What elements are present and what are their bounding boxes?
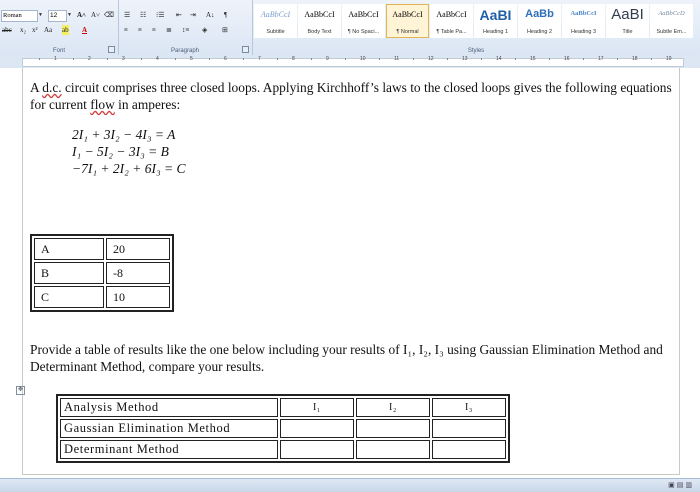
table-cell[interactable]: C xyxy=(34,286,104,308)
ruler-number: 11 xyxy=(394,56,400,62)
ruler-tick xyxy=(209,58,210,60)
ribbon xyxy=(0,0,700,56)
ruler-number: 10 xyxy=(360,56,366,62)
table-row xyxy=(34,262,170,284)
text-run: in amperes: xyxy=(114,97,181,112)
text-run: circuit comprises three closed loops. Applying Kirchhoff’s laws to the closed loops gives the following equations for current xyxy=(30,80,672,112)
ruler-tick xyxy=(141,58,142,60)
ruler-number: 2 xyxy=(88,56,91,62)
style-sample: AaBbCcI xyxy=(348,10,379,19)
ruler-number: 12 xyxy=(428,56,434,62)
left-margin-line xyxy=(22,68,23,474)
equation-2: I₁ − 5I₂ − 3I₃ = B xyxy=(72,144,169,159)
ruler-tick xyxy=(243,58,244,60)
table-cell[interactable]: 10 xyxy=(106,286,170,308)
sort-icon[interactable]: A↓ xyxy=(206,11,215,19)
spellcheck-word: flow xyxy=(90,97,115,112)
style-name: Heading 1 xyxy=(482,29,509,35)
ruler-number: 17 xyxy=(598,56,604,62)
style-heading-1[interactable] xyxy=(474,4,517,38)
ruler-number: 7 xyxy=(258,56,261,62)
style-sample: AaBbCcI xyxy=(304,10,335,19)
ruler-tick xyxy=(311,58,312,60)
font-name-dropdown-icon[interactable]: ▼ xyxy=(38,12,43,18)
grow-font-icon[interactable]: A˄ xyxy=(77,11,87,19)
text-run: A xyxy=(30,80,43,95)
ruler-number: 15 xyxy=(530,56,536,62)
ruler-tick xyxy=(379,58,380,60)
align-right-icon[interactable]: ≡ xyxy=(152,26,156,34)
ruler-number: 8 xyxy=(292,56,295,62)
table-row xyxy=(34,286,170,308)
document-body[interactable] xyxy=(30,79,675,456)
ruler-tick xyxy=(481,58,482,60)
style-normal[interactable] xyxy=(386,4,429,38)
font-size-dropdown-icon[interactable]: ▼ xyxy=(67,12,72,18)
shrink-font-icon[interactable]: A˅ xyxy=(91,11,101,19)
table-cell[interactable]: -8 xyxy=(106,262,170,284)
font-dialog-launcher-icon[interactable] xyxy=(108,46,115,53)
paragraph-group-label: Paragraph xyxy=(170,48,200,54)
style-name: Heading 2 xyxy=(526,29,553,35)
style-name: ¶ Normal xyxy=(396,29,419,35)
style-name: ¶ Table Pa... xyxy=(436,29,467,35)
style-body-text[interactable] xyxy=(298,4,341,38)
style-sample: AaBbCcI xyxy=(436,10,467,19)
style-sample: AaBI xyxy=(479,7,512,23)
ruler-tick xyxy=(651,58,652,60)
style-subtle-emphasis[interactable] xyxy=(650,4,693,38)
table-row xyxy=(34,238,170,260)
style-no-spacing[interactable] xyxy=(342,4,385,38)
ruler-number: 14 xyxy=(496,56,502,62)
table-cell[interactable] xyxy=(356,440,430,459)
table-header-cell[interactable]: Analysis Method xyxy=(60,398,278,417)
ruler-number: 1 xyxy=(54,56,57,62)
ruler-tick xyxy=(549,58,550,60)
show-marks-icon[interactable]: ¶ xyxy=(224,11,228,19)
table-header-cell[interactable]: I₁ xyxy=(280,398,354,417)
style-name: Subtitle xyxy=(266,29,285,35)
spellcheck-word: d.c. xyxy=(42,80,62,95)
ruler-number: 19 xyxy=(666,56,672,62)
table-row xyxy=(60,419,506,438)
style-heading-2[interactable] xyxy=(518,4,561,38)
multilevel-list-icon[interactable]: ⁝☰ xyxy=(156,11,165,19)
ruler-tick xyxy=(617,58,618,60)
borders-icon[interactable]: ⊞ xyxy=(222,26,228,34)
ruler-tick xyxy=(583,58,584,60)
paragraph-group xyxy=(118,0,253,55)
table-cell[interactable] xyxy=(356,419,430,438)
styles-group-label: Styles xyxy=(467,48,485,54)
table-cell[interactable]: 20 xyxy=(106,238,170,260)
ruler-tick xyxy=(175,58,176,60)
style-name: Subtle Em... xyxy=(656,29,687,35)
subscript-icon[interactable]: x₂ xyxy=(20,26,26,34)
style-sample: AaBbCcD xyxy=(658,10,685,17)
style-sample: AaBI xyxy=(611,6,644,23)
table-header-cell[interactable]: I₂ xyxy=(356,398,430,417)
ruler-number: 13 xyxy=(462,56,468,62)
style-name: Body Text xyxy=(307,29,332,35)
ruler-number: 3 xyxy=(122,56,125,62)
style-sample: AaBbCcI xyxy=(570,10,597,17)
style-sample: AaBbCcI xyxy=(260,10,291,19)
bottom-margin-line xyxy=(22,474,680,475)
table-header-row xyxy=(60,398,506,417)
superscript-icon[interactable]: x² xyxy=(32,26,38,34)
ruler-number: 9 xyxy=(326,56,329,62)
ruler-number: 6 xyxy=(224,56,227,62)
style-name: ¶ No Spaci... xyxy=(347,29,380,35)
style-heading-3[interactable] xyxy=(562,4,605,38)
ruler-tick xyxy=(447,58,448,60)
style-sample: AaBb xyxy=(525,8,554,20)
numbering-icon[interactable]: ☷ xyxy=(140,11,147,19)
bullets-icon[interactable]: ☰ xyxy=(124,11,131,19)
table-cell[interactable]: Gaussian Elimination Method xyxy=(60,419,278,438)
equations-block xyxy=(72,126,675,177)
font-color-icon[interactable]: A xyxy=(82,26,88,34)
style-table-paragraph[interactable] xyxy=(430,4,473,38)
results-table xyxy=(56,394,510,463)
equation-1: 2I₁ + 3I₂ − 4I₃ = A xyxy=(72,127,176,142)
table-cell[interactable] xyxy=(280,419,354,438)
ruler-tick xyxy=(277,58,278,60)
ruler-tick xyxy=(515,58,516,60)
ruler-number: 5 xyxy=(190,56,193,62)
change-case-icon[interactable]: Aa xyxy=(44,26,53,34)
increase-indent-icon[interactable]: ⇥ xyxy=(190,11,196,19)
ruler-number: 4 xyxy=(156,56,159,62)
align-left-icon[interactable]: ≡ xyxy=(124,26,128,34)
ruler-tick xyxy=(413,58,414,60)
styles-gallery xyxy=(254,4,694,38)
ruler-tick xyxy=(107,58,108,60)
font-size-box[interactable]: 12 xyxy=(48,10,67,22)
font-group-label: Font xyxy=(52,48,65,54)
table-cell[interactable] xyxy=(280,440,354,459)
instructions-paragraph: Provide a table of results like the one below including your results of I₁, I₂, I₃ using Gaussian Elimination Method and Determinant Method, compare your results. xyxy=(30,342,663,374)
constants-table xyxy=(30,234,174,312)
font-name-box[interactable]: Roman xyxy=(1,10,38,22)
table-row xyxy=(60,440,506,459)
view-buttons-icon[interactable]: ▣▤▥ xyxy=(668,482,694,489)
clear-format-icon[interactable]: ⌫ xyxy=(104,11,114,19)
style-title[interactable] xyxy=(606,4,649,38)
right-margin-line xyxy=(679,68,680,474)
strikethrough-icon[interactable]: abc xyxy=(2,26,12,34)
document-page[interactable] xyxy=(0,68,700,478)
intro-paragraph xyxy=(30,79,675,113)
table-cell[interactable] xyxy=(432,419,506,438)
ruler-tick xyxy=(39,58,40,60)
equation-3: −7I₁ + 2I₂ + 6I₃ = C xyxy=(72,161,186,176)
decrease-indent-icon[interactable]: ⇤ xyxy=(176,11,182,19)
justify-icon[interactable]: ≣ xyxy=(166,26,172,34)
table-cell[interactable] xyxy=(432,440,506,459)
ruler-tick xyxy=(73,58,74,60)
table-move-handle-icon[interactable]: ✥ xyxy=(17,387,24,393)
style-sample: AaBbCcI xyxy=(392,10,423,19)
table-cell[interactable]: Determinant Method xyxy=(60,440,278,459)
horizontal-ruler[interactable] xyxy=(0,55,700,69)
highlight-icon[interactable]: ab xyxy=(62,26,69,34)
ruler-number: 16 xyxy=(564,56,570,62)
style-name: Title xyxy=(622,29,633,35)
style-subtitle[interactable] xyxy=(254,4,297,38)
table-header-cell[interactable]: I₃ xyxy=(432,398,506,417)
table-cell[interactable]: A xyxy=(34,238,104,260)
shading-icon[interactable]: ◈ xyxy=(202,26,208,34)
paragraph-dialog-launcher-icon[interactable] xyxy=(242,46,249,53)
style-name: Heading 3 xyxy=(570,29,597,35)
ruler-tick xyxy=(345,58,346,60)
align-center-icon[interactable]: ≡ xyxy=(138,26,142,34)
table-cell[interactable]: B xyxy=(34,262,104,284)
line-spacing-icon[interactable]: ↕≡ xyxy=(182,26,190,34)
status-bar xyxy=(0,478,700,492)
font-group xyxy=(0,0,119,55)
ruler-number: 18 xyxy=(632,56,638,62)
